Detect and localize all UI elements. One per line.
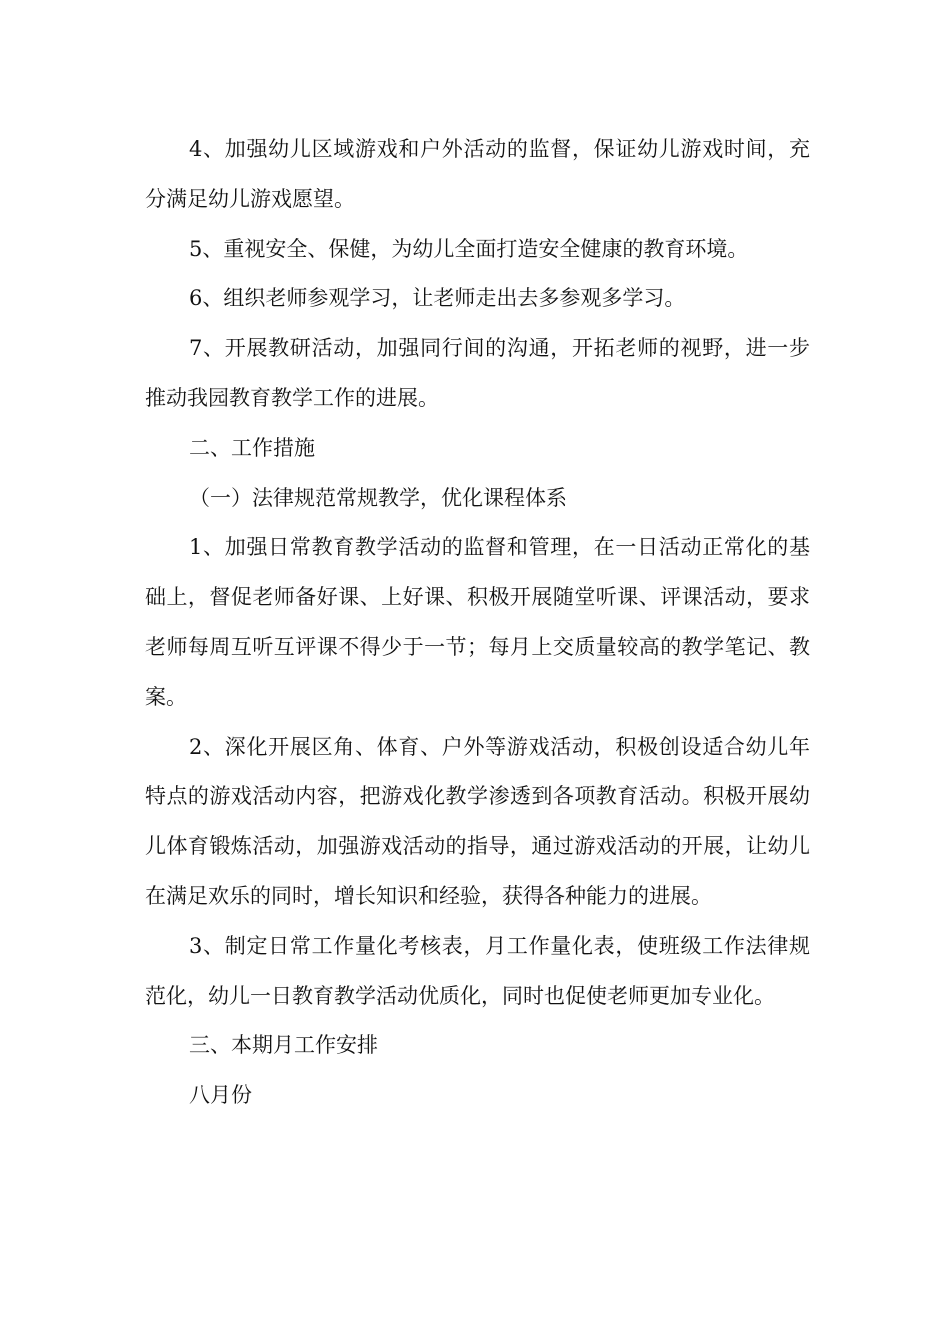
measure-item-2: 2、深化开展区角、体育、户外等游戏活动，积极创设适合幼儿年特点的游戏活动内容，把游戏化教学渗透到各项教育活动。积极开展幼儿体育锻炼活动，加强游戏活动的指导，通过游戏活动的开展，让幼儿在满足欢乐的同时，增长知识和经验，获得各种能力的进展。: [145, 734, 810, 908]
measure-item-3: 3、制定日常工作量化考核表，月工作量化表，使班级工作法律规范化，幼儿一日教育教学活动优质化，同时也促使老师更加专业化。: [145, 933, 810, 1008]
section-heading-work-measures: 二、工作措施: [189, 435, 315, 460]
subsection-heading-regular-teaching: （一）法律规范常规教学，优化课程体系: [189, 485, 567, 510]
paragraph-item-5: 5、重视安全、保健，为幼儿全面打造安全健康的教育环境。: [189, 236, 749, 261]
section-heading-monthly-plan: 三、本期月工作安排: [189, 1033, 378, 1058]
paragraph-item-4: 4、加强幼儿区域游戏和户外活动的监督，保证幼儿游戏时间，充分满足幼儿游戏愿望。: [145, 137, 810, 211]
document-body: [145, 125, 810, 1121]
month-heading-august: 八月份: [189, 1083, 252, 1108]
paragraph-item-6: 6、组织老师参观学习，让老师走出去多参观多学习。: [189, 286, 686, 311]
measure-item-1: 1、加强日常教育教学活动的监督和管理，在一日活动正常化的基础上，督促老师备好课、上好课、积极开展随堂听课、评课活动，要求老师每周互听互评课不得少于一节；每月上交质量较高的教学笔记、教案。: [145, 535, 810, 709]
paragraph-item-7: 7、开展教研活动，加强同行间的沟通，开拓老师的视野，进一步推动我园教育教学工作的进展。: [145, 336, 810, 410]
